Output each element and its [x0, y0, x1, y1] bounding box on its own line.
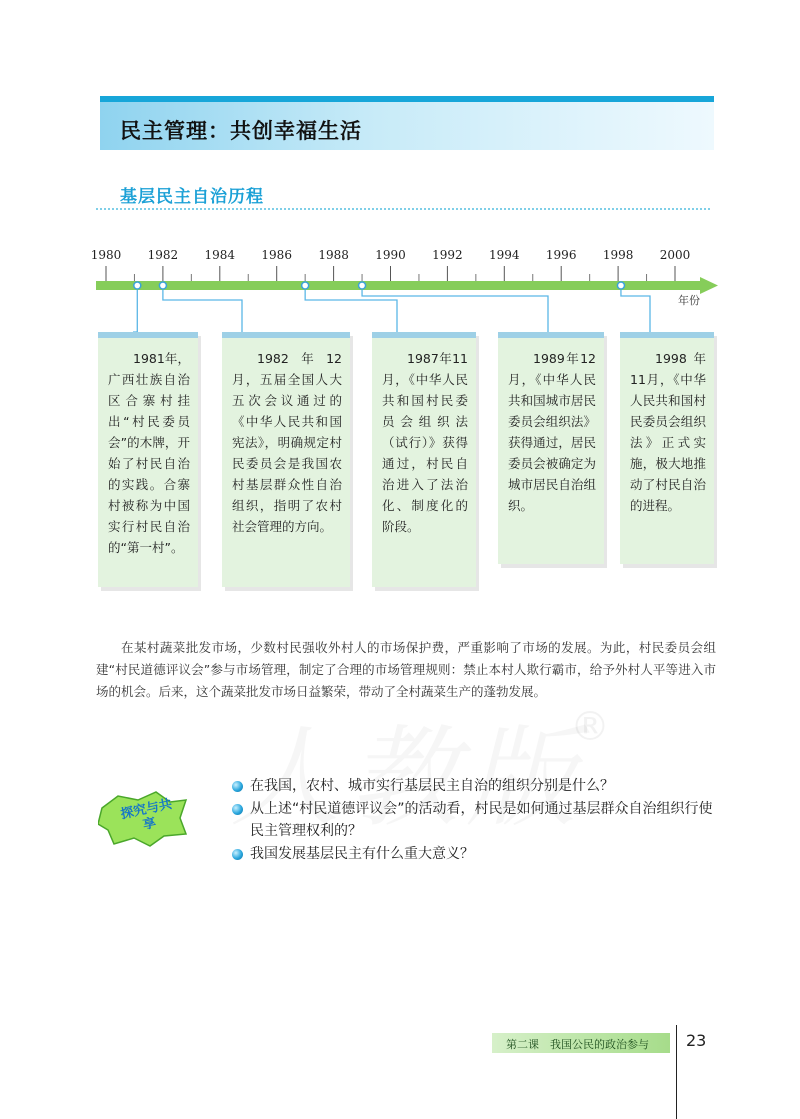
timeline-year-label: 1990 [375, 248, 406, 262]
question-item [232, 775, 722, 798]
timeline-year-label: 1994 [489, 248, 520, 262]
bullet-icon [232, 849, 243, 860]
event-text-1982: 1982年12月，五届全国人大五次会议通过的《中华人民共和国宪法》，明确规定村民委员会是我国农村基层群众性自治组织，指明了农村社会管理的方向。 [232, 351, 342, 534]
question-item [232, 843, 722, 866]
banner-title: 民主管理：共创幸福生活 [120, 118, 362, 143]
question-text: 从上述“村民道德评议会”的活动看，村民是如何通过基层群众自治组织行使民主管理权利的？ [250, 800, 713, 839]
timeline-ticks [106, 266, 675, 281]
timeline-connector [621, 290, 650, 332]
timeline-year-label: 1998 [602, 248, 634, 262]
discussion-questions [232, 775, 722, 865]
timeline-event-point [617, 282, 624, 289]
timeline-year-label: 2000 [659, 248, 691, 262]
timeline-year-label: 1980 [90, 248, 122, 262]
timeline-year-label: 1982 [147, 248, 179, 262]
question-text: 我国发展基层民主有什么重大意义？ [250, 845, 474, 862]
timeline-graphic [0, 0, 800, 340]
bullet-icon [232, 781, 243, 792]
event-box-1982 [222, 332, 350, 587]
footer-divider [676, 1025, 677, 1119]
timeline-unit-label: 年份 [678, 294, 700, 307]
registered-mark: ® [570, 704, 610, 750]
bullet-icon [232, 804, 243, 815]
timeline-arrowhead [700, 277, 718, 294]
timeline-year-label: 1996 [545, 248, 577, 262]
event-text-1989: 1989年12月，《中华人民共和国城市居民委员会组织法》获得通过，居民委员会被确定为城市居民自治组织。 [508, 351, 596, 513]
timeline-year-label: 1988 [318, 248, 349, 262]
timeline-event-point [359, 282, 366, 289]
event-text-1981: 1981年，广西壮族自治区合寨村挂出“村民委员会”的木牌，开始了村民自治的实践。合寨村被称为中国实行村民自治的“第一村”。 [108, 351, 190, 555]
timeline-year-label: 1992 [432, 248, 463, 262]
page-number: 23 [686, 1031, 707, 1050]
case-paragraph: 在某村蔬菜批发市场，少数村民强收外村人的市场保护费，严重影响了市场的发展。为此，村民委员会组建“村民道德评议会”参与市场管理，制定了合理的市场管理规则：禁止本村人欺行霸市，给予外村人平等进入市场的机会。后来，这个蔬菜批发市场日益繁荣，带动了全村蔬菜生产的蓬勃发展。 [96, 640, 716, 699]
timeline-axis-bar [96, 281, 702, 290]
timeline-year-label: 1984 [204, 248, 236, 262]
timeline-connector [133, 290, 137, 332]
question-text: 在我国，农村、城市实行基层民主自治的组织分别是什么？ [250, 778, 614, 794]
footer-lesson-label: 第二课 我国公民的政治参与 [506, 1038, 649, 1051]
timeline-year-label: 1986 [261, 248, 292, 262]
timeline-connector [163, 290, 242, 332]
explore-share-badge-label: 探究与共享 [119, 796, 174, 834]
event-box-1989 [498, 332, 604, 564]
event-box-1981 [98, 332, 198, 587]
event-box-1987 [372, 332, 476, 587]
event-text-1987: 1987年11月，《中华人民共和国村民委员会组织法（试行）》获得通过，村民自治进入了法治化、制度化的阶段。 [382, 351, 468, 534]
timeline-event-point [159, 282, 166, 289]
event-text-1998: 1998年11月，《中华人民共和国村民委员会组织法》正式实施，极大地推动了村民自治的进程。 [630, 351, 706, 513]
section-heading: 基层民主自治历程 [120, 187, 264, 207]
timeline-event-point [302, 282, 309, 289]
question-item [232, 798, 722, 843]
event-box-1998 [620, 332, 714, 564]
timeline-connector [362, 290, 548, 332]
timeline-event-point [134, 282, 141, 289]
